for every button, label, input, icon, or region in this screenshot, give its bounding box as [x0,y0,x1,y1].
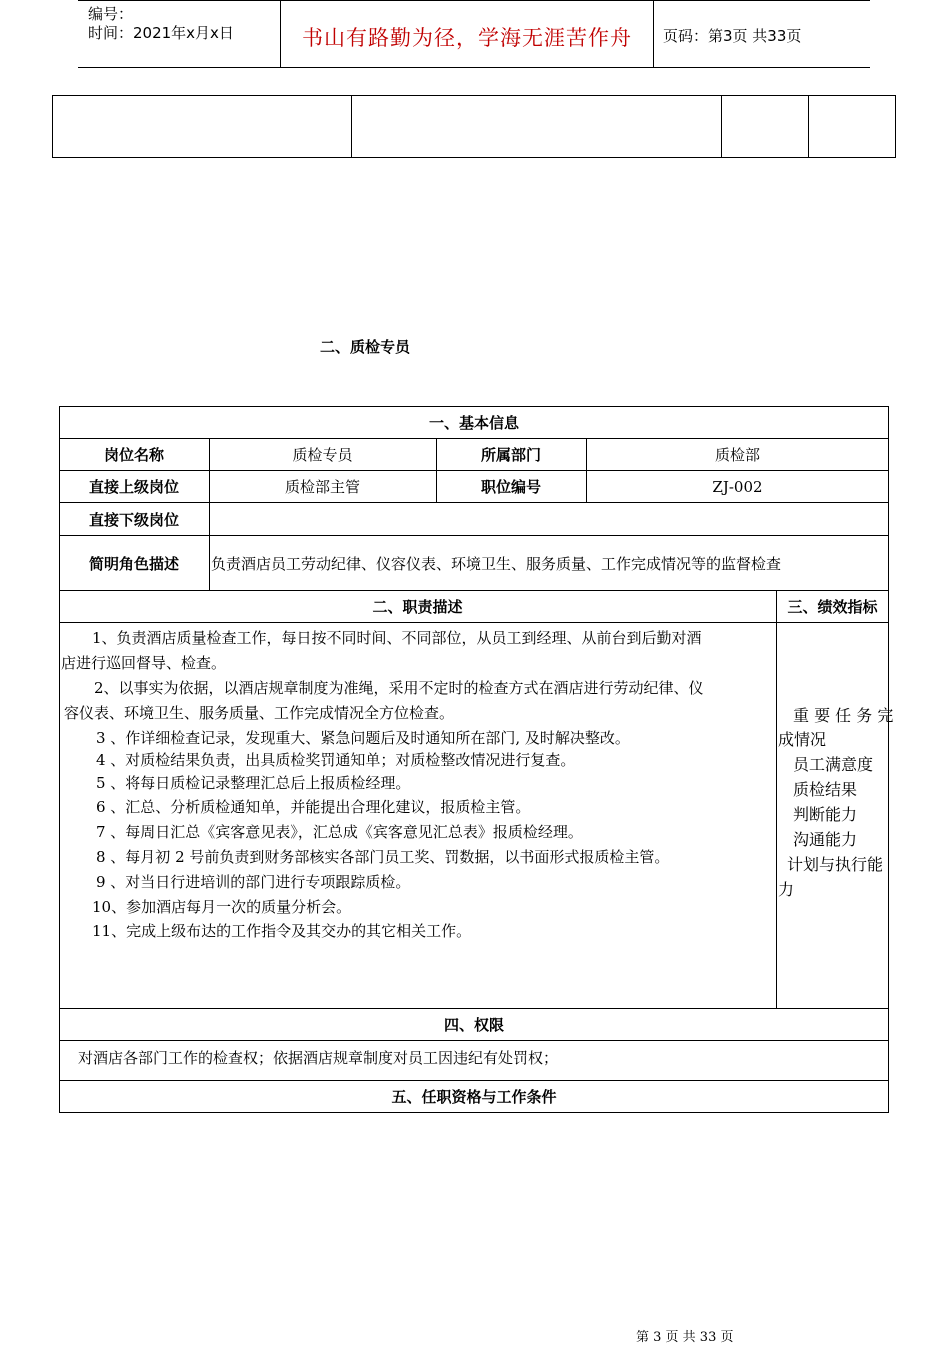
header-top-border [78,0,870,1]
page-footer: 第 3 页 共 33 页 [636,1330,734,1345]
role-description-value: 负责酒店员工劳动纪律、仪容仪表、环境卫生、服务质量、工作完成情况等的监督检查 [211,555,782,573]
page-code: 页码：第3页 共33页 [663,27,802,45]
duties-title: 二、职责描述 [372,598,463,616]
header-bottom-border [78,67,870,68]
header-divider [653,0,654,68]
duty-line: 4 、对质检结果负责，出具质检奖罚通知单；对质检整改情况进行复查。 [96,751,576,769]
department-label: 所属部门 [480,446,541,464]
kpi-line: 质检结果 [793,780,858,799]
duty-line: 7 、每周日汇总《宾客意见表》，汇总成《宾客意见汇总表》报质检经理。 [96,823,583,841]
empty-cell [721,95,809,158]
superior-value: 质检部主管 [284,478,360,496]
kpi-line: 成情况 [778,730,827,749]
role-description-label: 简明角色描述 [88,554,179,573]
kpi-line: 重 要 任 务 完 [793,706,894,725]
position-name-label: 岗位名称 [103,446,164,464]
duty-line: 8 、每月初 2 号前负责到财务部核实各部门员工奖、罚数据，以书面形式报质检主管。 [96,848,670,866]
header-motto: 书山有路勤为径，学海无涯苦作舟 [302,26,632,50]
document-number-label: 编号： [88,5,134,23]
position-code-value: ZJ-002 [712,477,763,496]
column-divider [776,590,777,1008]
kpi-line: 计划与执行能 [787,855,884,874]
authority-title: 四、权限 [443,1016,504,1034]
subordinate-value [209,502,889,536]
position-name-value: 质检专员 [292,446,353,464]
kpi-line: 力 [778,880,795,899]
department-value: 质检部 [714,446,760,464]
qualification-title: 五、任职资格与工作条件 [391,1088,557,1106]
subordinate-label: 直接下级岗位 [88,510,179,529]
empty-cell [808,95,896,158]
duty-line: 9 、对当日行进培训的部门进行专项跟踪质检。 [96,873,411,891]
duty-line: 6 、汇总、分析质检通知单，并能提出合理化建议，报质检主管。 [96,798,531,816]
duty-line: 5 、将每日质检记录整理汇总后上报质检经理。 [96,774,411,792]
duty-line: 11、完成上级布达的工作指令及其交办的其它相关工作。 [92,922,472,940]
basic-info-title: 一、基本信息 [428,414,519,432]
empty-cell [351,95,722,158]
kpi-title: 三、绩效指标 [787,598,878,616]
kpi-line: 判断能力 [793,805,858,824]
authority-text: 对酒店各部门工作的检查权；依据酒店规章制度对员工因违纪有处罚权； [78,1049,559,1067]
superior-label: 直接上级岗位 [88,478,179,496]
empty-cell [52,95,352,158]
header-divider [280,0,281,68]
position-code-label: 职位编号 [480,478,541,496]
duty-line: 3 、作详细检查记录，发现重大、紧急问题后及时通知所在部门, 及时解决整改。 [96,729,630,747]
duty-line: 1、负责酒店质量检查工作，每日按不同时间、不同部位，从员工到经理、从前台到后勤对酒 [92,629,702,647]
duty-line: 2、以事实为依据，以酒店规章制度为准绳，采用不定时的检查方式在酒店进行劳动纪律、仪 [94,679,704,697]
duty-line: 10、参加酒店每月一次的质量分析会。 [92,898,352,916]
duty-line: 容仪表、环境卫生、服务质量、工作完成情况全方位检查。 [64,704,455,722]
section-title: 二、质检专员 [320,338,411,356]
document-time: 时间：2021年x月x日 [88,24,234,42]
duty-line: 店进行巡回督导、检查。 [61,654,227,672]
kpi-line: 员工满意度 [793,755,874,774]
kpi-line: 沟通能力 [793,830,858,849]
